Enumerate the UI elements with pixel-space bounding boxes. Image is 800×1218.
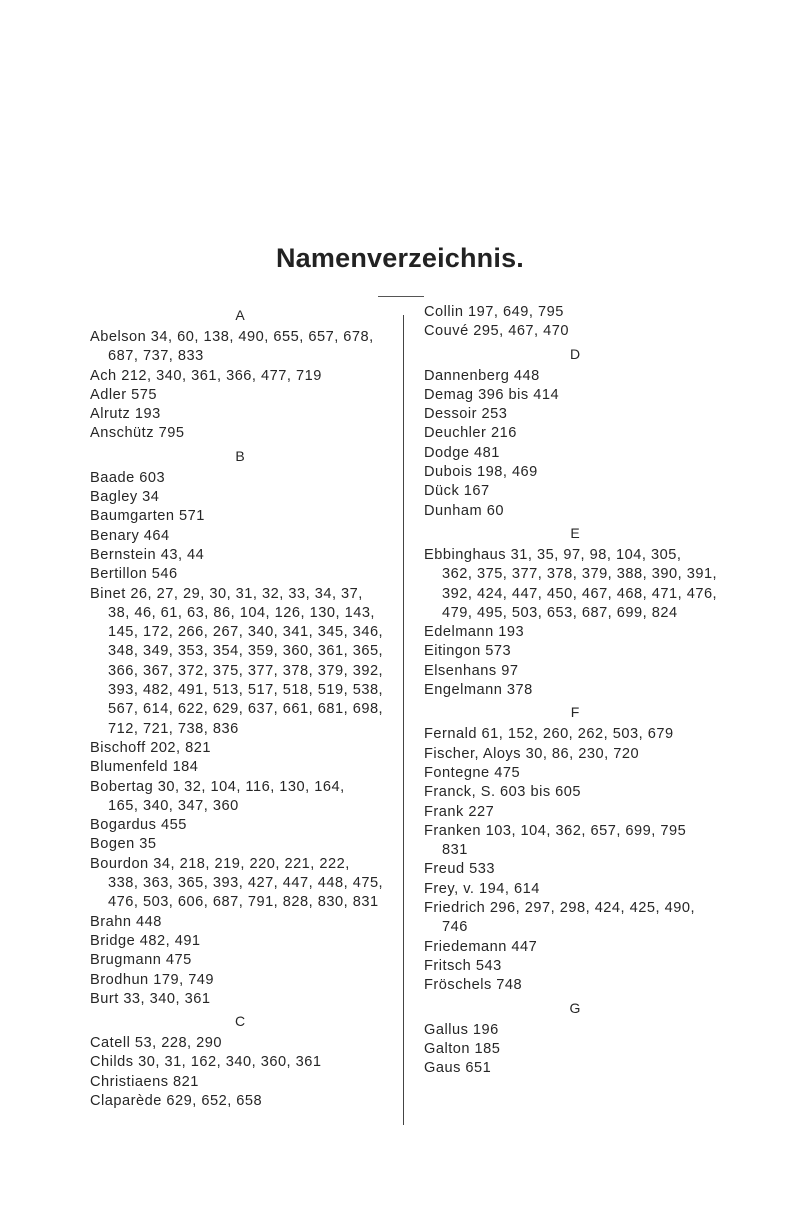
index-entry: Frank 227 xyxy=(424,803,495,820)
index-entry: Bourdon 34, 218, 219, 220, 221, 222, 338, 363, 365, 393, 427, 447, 448, 475, 476, 503, 606, 687, 791, 828, 830, 831 xyxy=(90,855,384,911)
index-entry: Binet 26, 27, 29, 30, 31, 32, 33, 34, 37, 38, 46, 61, 63, 86, 104, 126, 130, 143, 145, 172, 266, 267, 340, 341, 345, 346, 348, 349, 353, 354, 359, 360, 361, 365, 366, 367, 372, 375, 377, 378, 379, 392, 393, 482, 491, 513, 517, 518, 519, 538, 567, 614, 622, 629, 637, 661, 681, 698, 712, 721, 738, 836 xyxy=(90,585,384,737)
index-entry: Gaus 651 xyxy=(424,1060,492,1077)
index-entry: Abelson 34, 60, 138, 490, 655, 657, 678, 687, 737, 833 xyxy=(90,329,374,365)
index-entry: Bertillon 546 xyxy=(90,566,178,583)
section-letter: F xyxy=(570,704,580,721)
index-entry: Gallus 196 xyxy=(424,1021,499,1038)
index-entry: Christiaens 821 xyxy=(90,1073,199,1090)
index-entry: Baumgarten 571 xyxy=(90,508,205,525)
index-entry: Fontegne 475 xyxy=(424,764,521,781)
index-entry: Galton 185 xyxy=(424,1040,501,1057)
index-entry: Alrutz 193 xyxy=(90,406,161,423)
index-entry: Dessoir 253 xyxy=(424,406,508,423)
index-entry: Dubois 198, 469 xyxy=(424,464,538,481)
page-title: Namenverzeichnis. xyxy=(275,243,524,273)
index-entry: Childs 30, 31, 162, 340, 360, 361 xyxy=(90,1054,322,1071)
index-entry: Engelmann 378 xyxy=(424,682,533,699)
index-column-left xyxy=(90,303,390,1111)
index-entry: Bogen 35 xyxy=(90,836,157,853)
index-entry: Brahn 448 xyxy=(90,913,162,930)
section-letter: A xyxy=(235,307,245,323)
index-entry: Eitingon 573 xyxy=(424,643,512,660)
index-entry: Fritsch 543 xyxy=(424,957,502,974)
index-entry: Deuchler 216 xyxy=(424,425,517,442)
index-column-right xyxy=(424,303,726,1078)
index-entry: Brugmann 475 xyxy=(90,952,192,969)
index-entry: Catell 53, 228, 290 xyxy=(90,1035,223,1052)
index-entry: Bischoff 202, 821 xyxy=(90,739,212,756)
index-entry: Frey, v. 194, 614 xyxy=(424,880,540,897)
index-entry: Dück 167 xyxy=(424,483,490,500)
index-entry: Franck, S. 603 bis 605 xyxy=(424,784,582,801)
index-entry: Demag 396 bis 414 xyxy=(424,386,560,403)
index-entry: Fernald 61, 152, 260, 262, 503, 679 xyxy=(424,726,674,743)
index-entry: Franken 103, 104, 362, 657, 699, 795 831 xyxy=(424,822,687,859)
index-entry: Fischer, Aloys 30, 86, 230, 720 xyxy=(424,745,640,762)
index-entry: Elsenhans 97 xyxy=(424,662,519,679)
index-entry: Freud 533 xyxy=(424,861,496,878)
index-entry: Bridge 482, 491 xyxy=(90,932,201,949)
section-letter: G xyxy=(569,999,581,1016)
index-entry: Dodge 481 xyxy=(424,444,500,461)
section-letter: B xyxy=(235,447,245,464)
index-entry: Baade 603 xyxy=(90,469,166,486)
index-entry: Brodhun 179, 749 xyxy=(90,971,215,988)
index-entry: Ach 212, 340, 361, 366, 477, 719 xyxy=(90,367,322,384)
index-entry: Dannenberg 448 xyxy=(424,367,540,384)
section-letter: C xyxy=(234,1013,246,1030)
index-entry: Benary 464 xyxy=(90,527,170,544)
index-entry: Collin 197, 649, 795 xyxy=(424,304,564,320)
section-letter: E xyxy=(570,524,580,541)
index-entry: Bagley 34 xyxy=(90,489,160,506)
index-entry: Claparède 629, 652, 658 xyxy=(90,1092,263,1109)
index-entry: Bogardus 455 xyxy=(90,817,187,834)
index-entry: Couvé 295, 467, 470 xyxy=(424,323,570,340)
index-entry: Adler 575 xyxy=(90,386,157,403)
section-letter: D xyxy=(569,345,581,362)
index-entry: Dunham 60 xyxy=(424,502,504,519)
title-rule xyxy=(378,296,424,297)
index-entry: Blumenfeld 184 xyxy=(90,759,199,776)
column-divider xyxy=(403,315,404,1125)
index-entry: Fröschels 748 xyxy=(424,977,523,994)
index-entry: Ebbinghaus 31, 35, 97, 98, 104, 305, 362, 375, 377, 378, 379, 388, 390, 391, 392, 424, 447, 450, 467, 468, 471, 476, 479, 495, 503, 653, 687, 699, 824 xyxy=(424,546,718,621)
index-entry: Anschütz 795 xyxy=(90,425,185,442)
index-entry: Friedemann 447 xyxy=(424,938,538,955)
index-entry: Burt 33, 340, 361 xyxy=(90,990,211,1007)
index-entry: Friedrich 296, 297, 298, 424, 425, 490, 746 xyxy=(424,900,696,936)
index-entry: Bobertag 30, 32, 104, 116, 130, 164, 165, 340, 347, 360 xyxy=(90,778,345,814)
index-entry: Bernstein 43, 44 xyxy=(90,546,205,563)
index-entry: Edelmann 193 xyxy=(424,624,525,641)
